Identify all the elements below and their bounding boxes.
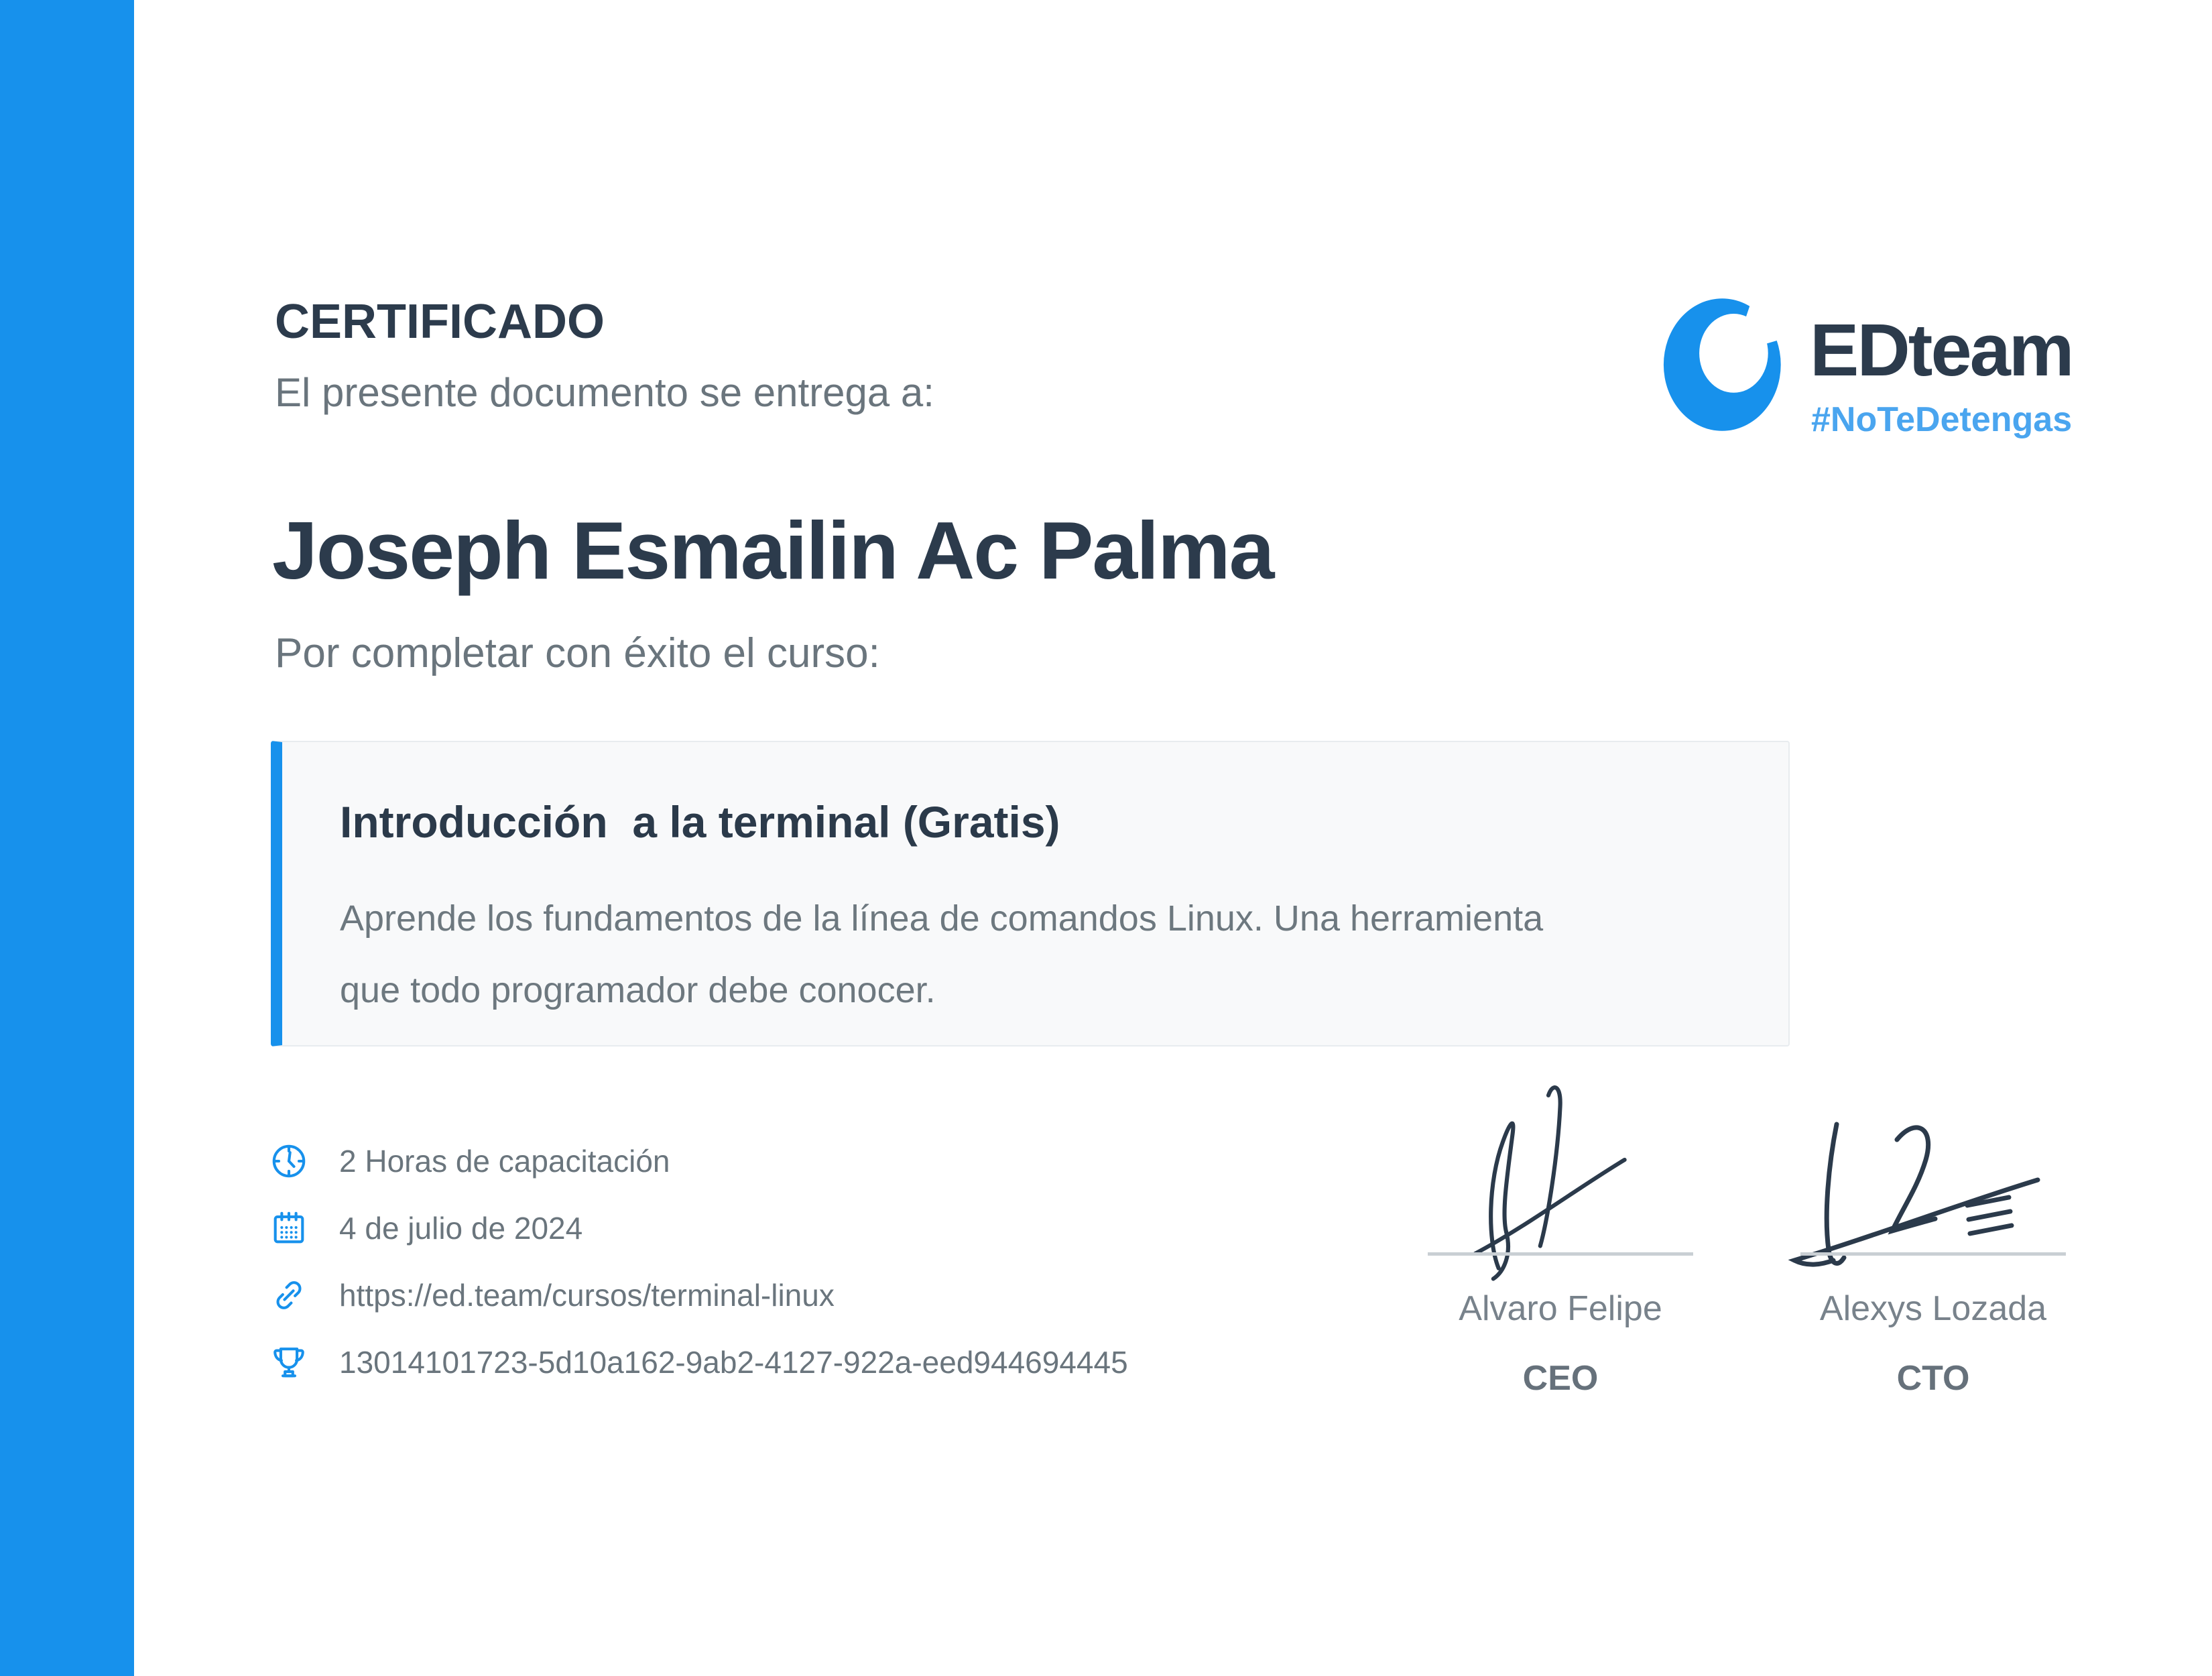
signatory-name: Alexys Lozada (1819, 1289, 2047, 1328)
left-accent-bar (0, 0, 134, 1676)
clock-icon (269, 1142, 308, 1181)
edteam-logo-icon (1662, 295, 1790, 434)
detail-row-duration (269, 1128, 1128, 1195)
signature-line (1800, 1252, 2066, 1256)
link-icon (269, 1276, 308, 1315)
detail-text: https://ed.team/cursos/terminal-linux (339, 1278, 835, 1313)
course-details-list (269, 1128, 1128, 1396)
certificate-intro: El presente documento se entrega a: (275, 370, 934, 415)
signatory-name: Alvaro Felipe (1459, 1289, 1662, 1328)
course-description: Aprende los fundamentos de la línea de comandos Linux. Una herramienta que todo programador debe conocer. (340, 898, 1544, 1010)
trophy-icon (269, 1343, 308, 1382)
signatory-role: CTO (1896, 1359, 1970, 1398)
signatory-role: CEO (1522, 1359, 1599, 1398)
brand-tagline: #NoTeDetengas (1811, 400, 2073, 439)
course-lead-in: Por completar con éxito el curso: (275, 630, 880, 676)
recipient-name: Joseph Esmailin Ac Palma (272, 505, 1274, 596)
detail-text: 13014101723-5d10a162-9ab2-4127-922a-eed944694445 (339, 1345, 1128, 1380)
brand-name: EDteam (1810, 309, 2073, 392)
signature-line (1428, 1252, 1693, 1256)
detail-row-date (269, 1195, 1128, 1262)
detail-text: 4 de julio de 2024 (339, 1211, 583, 1246)
course-title: Introducción a la terminal (Gratis) (340, 797, 1060, 847)
signature-autograph-cto (1760, 1108, 2058, 1275)
detail-row-url (269, 1262, 1128, 1329)
calendar-icon (269, 1209, 308, 1248)
certificate-title: CERTIFICADO (275, 295, 605, 349)
detail-text: 2 Horas de capacitación (339, 1144, 670, 1179)
course-box (271, 741, 1790, 1046)
detail-row-certificate-id (269, 1329, 1128, 1396)
